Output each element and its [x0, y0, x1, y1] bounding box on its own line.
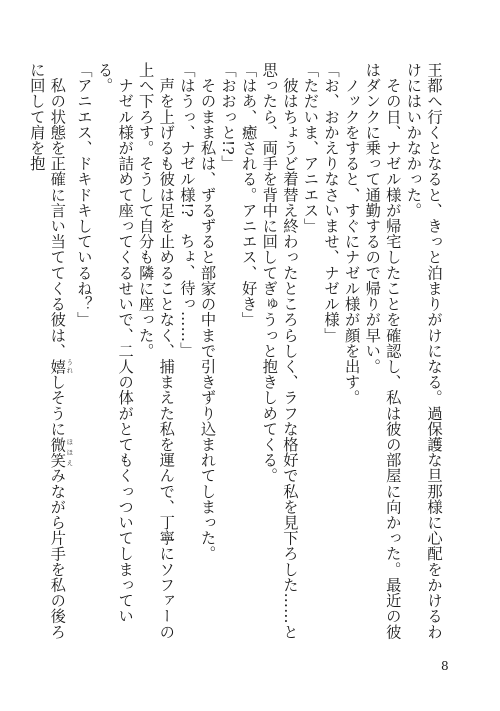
paragraph: その日、ナゼル様が帰宅したことを確認し、私は彼の部屋に向かった。最近の彼はダンクに乗って通勤するので帰りが早い。 [363, 62, 402, 640]
ruby-base: 嬉 [48, 358, 67, 375]
paragraph: 「おおっと!?」 [219, 62, 238, 171]
page-number: 8 [441, 659, 449, 673]
paragraph: ナゼル様が詰めて座ってくるせいで、二人の体がとてもくっついてしまっている。 [95, 62, 135, 624]
paragraph: 「アニエス、ドキドキしているね？」 [74, 62, 93, 328]
paragraph: 「はうっ、ナゼル様!? ちょ、待っ……」 [177, 62, 196, 358]
paragraph: そのまま私は、ずるずると部家の中まで引きずり込まれてしまった。 [198, 62, 217, 562]
paragraph: 「ただいま、アニエス」 [301, 62, 320, 234]
ruby-reading: ほほえ [65, 436, 74, 468]
ruby-ureshi [48, 358, 74, 375]
paragraph: 王都へ行くとなると、きっと泊まりがけになる。過保護な旦那様に心配をかけるわけにはいかなかった。 [404, 62, 443, 640]
text-run: 私の状態を正確に言い当ててくる彼は、 [48, 62, 67, 359]
paragraph: 彼はちょうど着替え終わったところらしく、ラフな格好で私を見下ろした……と思ったら、両手を背中に回してぎゅうっと抱きしめてくる。 [260, 62, 299, 640]
ruby-hohoemi [48, 436, 74, 468]
ruby-base: 微笑 [48, 436, 67, 468]
paragraph: 「はあ、癒される。アニエス、好き」 [239, 62, 258, 328]
paragraph: 「お、おかえりなさいませ、ナゼル様」 [322, 62, 341, 343]
text-run: みながら片手を私の後ろに回して肩を抱 [27, 62, 67, 640]
text-run: しそうに [48, 374, 67, 437]
paragraph-last [26, 62, 73, 652]
vertical-body-text [27, 62, 444, 652]
paragraph: ノックをすると、すぐにナゼル様が顔を出す。 [342, 62, 361, 406]
paragraph: 声を上げるも彼は足を止めることなく、捕まえた私を運んで、丁寧にソファーの上へ下ろす。そうして自分も隣に座った。 [136, 62, 176, 640]
ruby-reading: うれ [65, 358, 74, 375]
